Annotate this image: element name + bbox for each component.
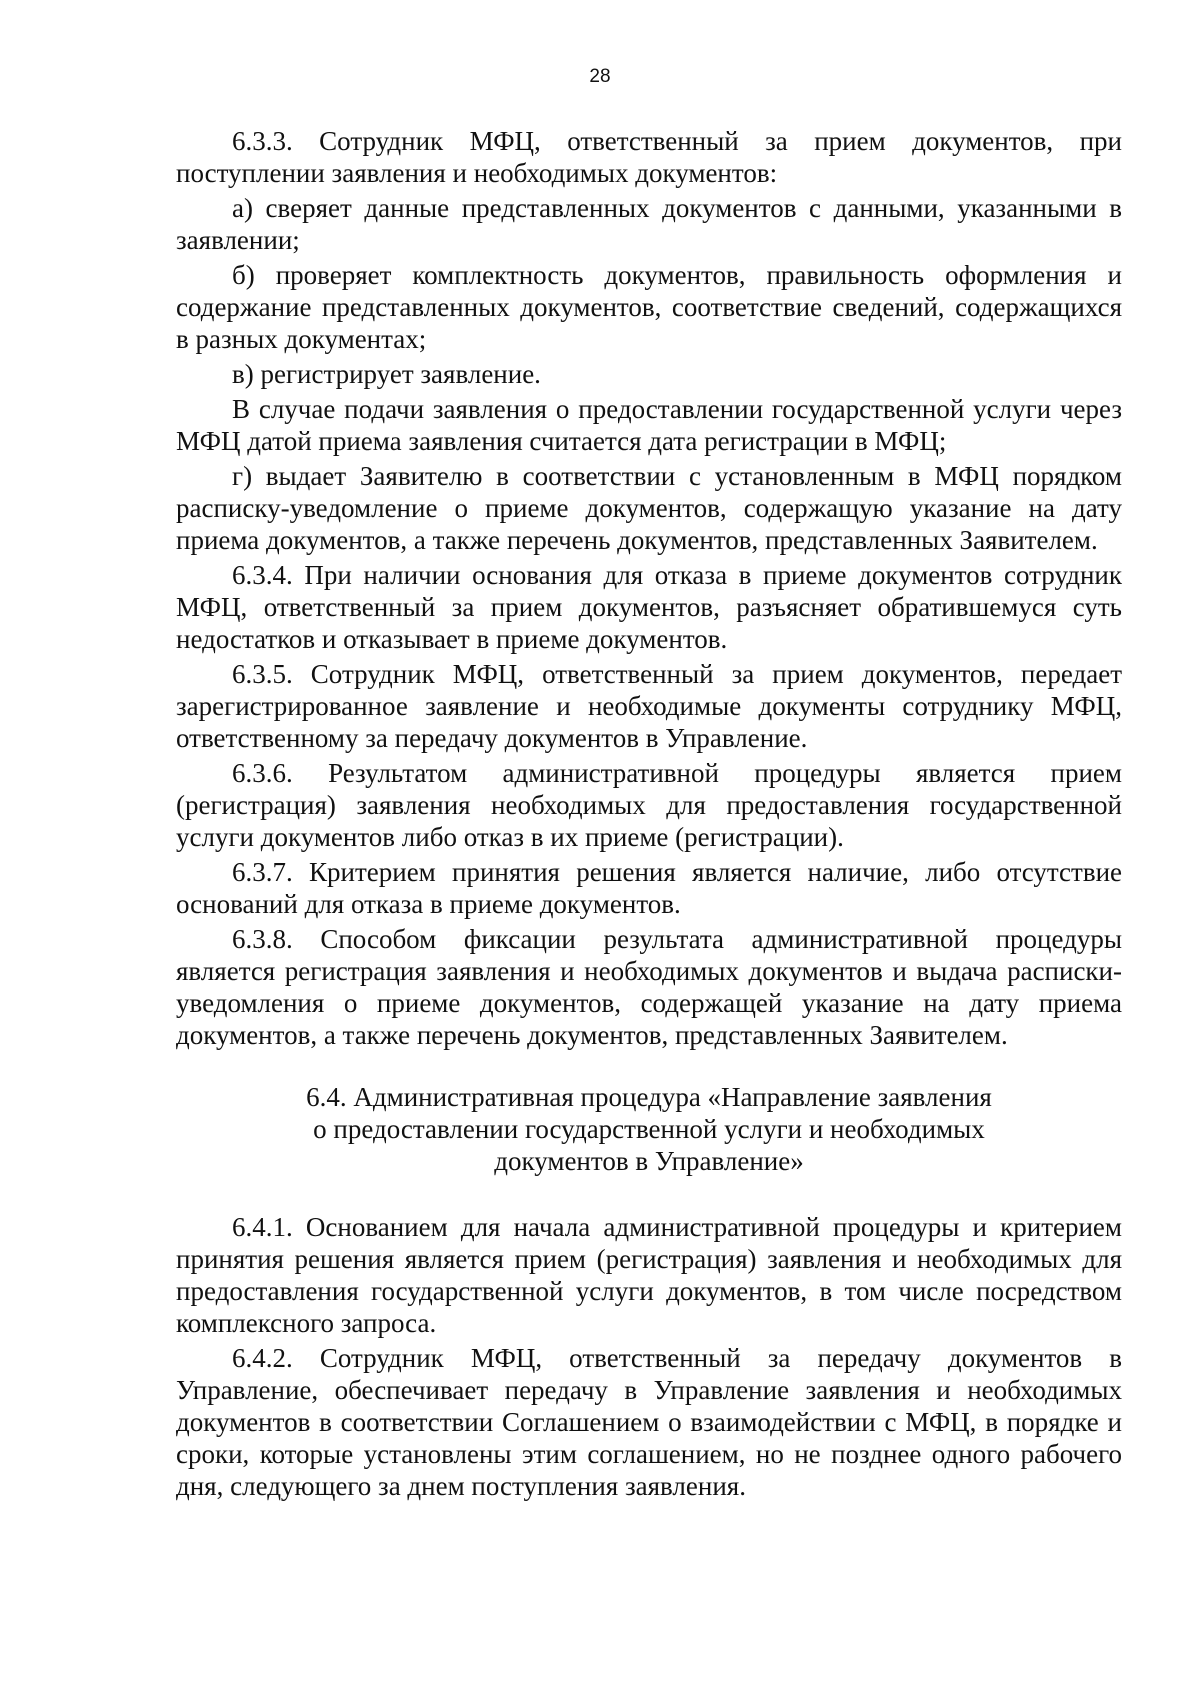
paragraph-6-4-2: 6.4.2. Сотрудник МФЦ, ответственный за передачу документов в Управление, обеспечивает передачу в Управление заявления и необходимых документов в соответствии Соглашением о взаимодействии с МФЦ, в порядке и сроки, которые установлены этим соглашением, но не позднее одного рабочего дня, следующего за днем поступления заявления. — [176, 1343, 1122, 1501]
section-heading-line: 6.4. Административная процедура «Направление заявления — [306, 1082, 992, 1112]
paragraph-item-g: г) выдает Заявителю в соответствии с установленным в МФЦ порядком расписку-уведомление о приеме документов, содержащую указание на дату приема документов, а также перечень документов, представленных Заявителем. — [176, 461, 1122, 555]
paragraph-6-3-8: 6.3.8. Способом фиксации результата административной процедуры является регистрация заявления и необходимых документов и выдача расписки-уведомления о приеме документов, содержащей указание на дату приема документов, а также перечень документов, представленных Заявителем. — [176, 924, 1122, 1050]
document-body — [176, 125, 1122, 1505]
paragraph-item-b: б) проверяет комплектность документов, правильность оформления и содержание представленных документов, соответствие сведений, содержащихся в разных документах; — [176, 260, 1122, 354]
section-heading-line: о предоставлении государственной услуги и необходимых — [313, 1114, 985, 1144]
page-number: 28 — [589, 66, 611, 87]
paragraph-6-3-6: 6.3.6. Результатом административной процедуры является прием (регистрация) заявления необходимых для предоставления государственной услуги документов либо отказ в их приеме (регистрации). — [176, 758, 1122, 852]
paragraph-6-3-7: 6.3.7. Критерием принятия решения является наличие, либо отсутствие оснований для отказа в приеме документов. — [176, 857, 1122, 919]
paragraph-6-3-4: 6.3.4. При наличии основания для отказа в приеме документов сотрудник МФЦ, ответственный за прием документов, разъясняет обратившемуся суть недостатков и отказывает в приеме документов. — [176, 560, 1122, 654]
paragraph-item-a: а) сверяет данные представленных документов с данными, указанными в заявлении; — [176, 193, 1122, 255]
paragraph-mfc-registration-date: В случае подачи заявления о предоставлении государственной услуги через МФЦ датой приема заявления считается дата регистрации в МФЦ; — [176, 394, 1122, 456]
paragraph-6-3-3: 6.3.3. Сотрудник МФЦ, ответственный за прием документов, при поступлении заявления и необходимых документов: — [176, 126, 1122, 188]
paragraph-6-3-5: 6.3.5. Сотрудник МФЦ, ответственный за прием документов, передает зарегистрированное заявление и необходимые документы сотруднику МФЦ, ответственному за передачу документов в Управление. — [176, 659, 1122, 753]
section-heading-line: документов в Управление» — [494, 1146, 804, 1176]
section-heading-6-4 — [176, 1081, 1122, 1177]
paragraph-item-v: в) регистрирует заявление. — [232, 359, 541, 389]
paragraph-6-4-1: 6.4.1. Основанием для начала административной процедуры и критерием принятия решения является прием (регистрация) заявления и необходимых для предоставления государственной услуги документов, в том числе посредством комплексного запроса. — [176, 1212, 1122, 1338]
